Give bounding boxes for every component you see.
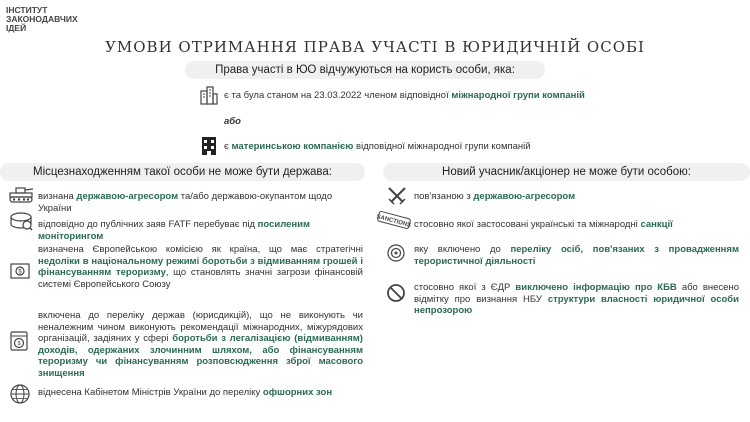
left-item-aml (38, 310, 363, 379)
svg-text:$: $ (18, 269, 22, 276)
swords-icon (386, 185, 408, 207)
or-label: або (224, 116, 241, 127)
item-highlight: державою-агресором (76, 191, 179, 202)
tank-icon (8, 185, 34, 203)
coin-icon (9, 211, 33, 231)
item-text: стосовно якої з ЄДР (414, 282, 516, 293)
item-highlight: боротьби з легалізацією (відмиванням) доходів, одержаних злочинним шляхом, або фінансуванням тероризму чи фінансуванням розповсюдження зброї масового знищення (38, 333, 363, 379)
institute-logo (6, 6, 78, 33)
item-highlight: материнською компанією (231, 141, 354, 152)
right-header-pill (383, 163, 750, 181)
logo-line: ІНСТИТУТ (6, 5, 48, 15)
money-icon (10, 262, 30, 280)
item-text: віднесена Кабінетом Міністрів України до переліку (38, 387, 263, 398)
item-highlight: виключено інформацію про КБВ (515, 282, 677, 293)
item-highlight: структури власності юридичної особи непрозорою (414, 293, 739, 316)
right-header-text: Новий учасник/акціонер не може бути особою: (442, 166, 691, 178)
sanctions-stamp-icon (376, 210, 412, 230)
item-text: відповідної міжнародної групи компаній (353, 141, 531, 152)
item-highlight: посиленим моніторингом (38, 219, 311, 242)
item-text: стосовно якої застосовані українські та міжнародні (414, 219, 641, 230)
right-item-terrorism (414, 244, 739, 267)
top-item-parent (224, 141, 644, 153)
item-highlight: міжнародної групи компаній (451, 90, 585, 101)
item-text: визначена Європейською комісією як країна, що має стратегічні (38, 244, 363, 255)
item-text: , що становлять значні загрози фінансовій системі Європейського Союзу (38, 267, 363, 290)
item-highlight: санкції (640, 219, 673, 230)
washing-machine-icon (10, 331, 28, 351)
top-item-member (224, 90, 624, 102)
building-icon (200, 136, 218, 156)
item-highlight: переліку осіб, пов'язаних з провадженням терористичної діяльності (414, 244, 739, 267)
top-header-text: Права участі в ЮО відчужуються на користь особи, яка: (215, 64, 515, 76)
sanctions-label: SANCTIONS (376, 213, 412, 229)
page-title: УМОВИ ОТРИМАННЯ ПРАВА УЧАСТІ В ЮРИДИЧНІЙ ОСОБІ (105, 38, 645, 56)
top-header-pill (185, 61, 545, 79)
right-item-sanctions (414, 219, 739, 231)
crossed-circle-icon (386, 283, 406, 303)
item-highlight: офшорних зон (262, 387, 333, 398)
right-item-ubo (414, 282, 739, 317)
item-text: або внесено відмітку про визнання НБУ (414, 282, 739, 305)
buildings-icon (199, 85, 219, 105)
left-item-fatf (38, 219, 363, 242)
item-text: та/або державою-окупантом щодо України (38, 191, 333, 214)
logo-line: ІДЕЙ (6, 23, 27, 33)
item-text: відповідно до публічних заяв FATF перебуває під (38, 219, 258, 230)
svg-text:$: $ (17, 341, 21, 347)
left-item-offshore (38, 387, 363, 399)
globe-icon (9, 383, 31, 405)
left-item-eu (38, 244, 363, 290)
item-text: включена до переліку держав (юрисдикцій), що не виконують чи неналежним чином виконують рекомендації міжнародних, міжурядових організацій, задіяних у сфері (38, 310, 363, 344)
item-highlight: державою-агресором (473, 191, 576, 202)
item-text: є та була станом на 23.03.2022 членом відповідної (224, 90, 452, 101)
right-item-linked (414, 191, 739, 203)
item-text: пов'язаною з (414, 191, 474, 202)
left-item-aggressor (38, 191, 363, 214)
item-text: яку включено до (414, 244, 511, 255)
item-highlight: недоліки в національному режимі боротьби з відмиванням грошей і фінансуванням тероризму (38, 255, 363, 278)
left-header-text: Місцезнаходженням такої особи не може бути держава: (33, 166, 332, 178)
left-header-pill (0, 163, 365, 181)
item-text: визнана (38, 191, 77, 202)
item-text: є (224, 141, 232, 152)
logo-line: ЗАКОНОДАВЧИХ (6, 14, 78, 24)
target-icon (386, 243, 406, 263)
